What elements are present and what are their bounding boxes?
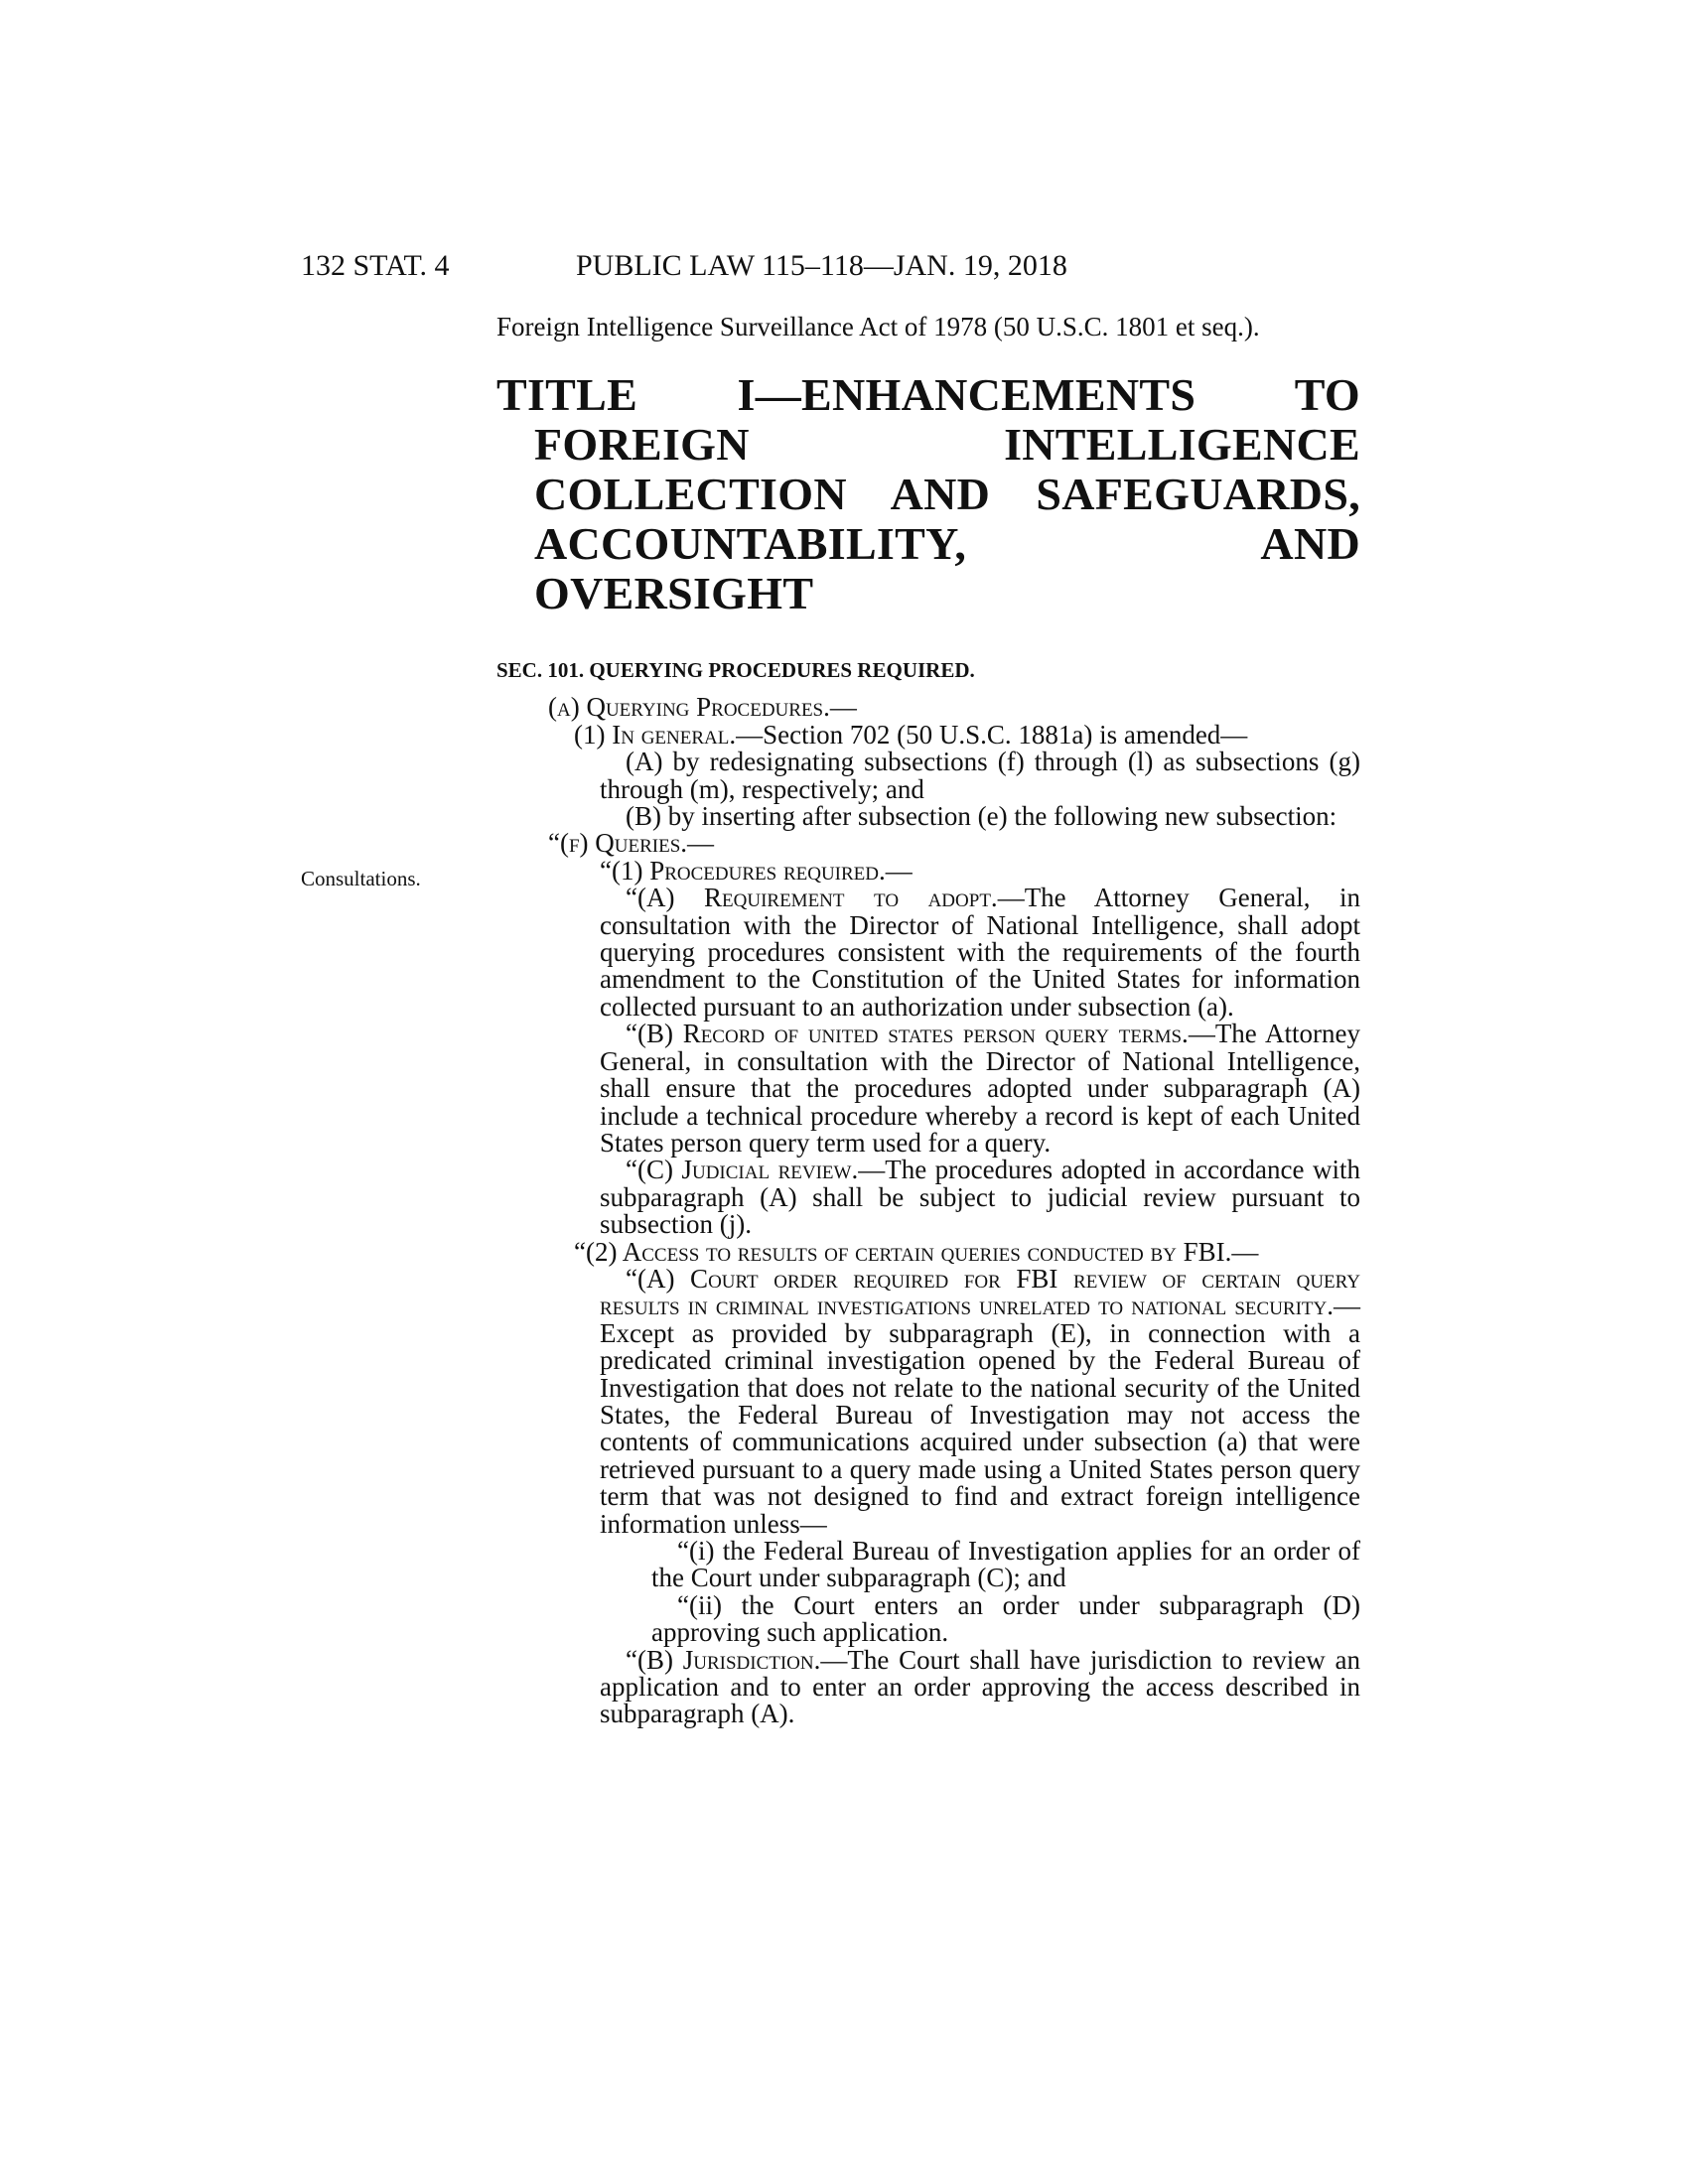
subparagraph-a1-B: (B) by inserting after subsection (e) the following new subsection:	[626, 801, 1337, 832]
running-header: PUBLIC LAW 115–118—JAN. 19, 2018	[576, 249, 1067, 282]
clause-f2-A-ii: “(ii) the Court enters an order under subparagraph (D) approving such application.	[651, 1589, 1360, 1648]
subparagraph-f1-C: “(C) Judicial review.—The procedures adopted in accordance with subparagraph (A) shall be subject to judicial review pursuant to subsection (j).	[600, 1155, 1360, 1240]
subsection-f-heading: “(f) Queries.—	[548, 828, 715, 859]
statute-page-number: 132 STAT. 4	[301, 249, 450, 282]
subparagraph-a1-A: (A) by redesignating subsections (f) through (l) as subsections (g) through (m), respectively; and	[600, 747, 1360, 804]
paragraph-f2-heading: “(2) Access to results of certain queries conducted by FBI.—	[574, 1236, 1259, 1267]
title-heading: TITLE I—ENHANCEMENTS TO FOREIGN INTELLIGENCE COLLECTION AND SAFEGUARDS, ACCOUNTABILITY, AND OVERSIGHT	[496, 369, 1360, 619]
subsection-a-heading: (a) Querying Procedures.—	[548, 692, 857, 723]
subparagraph-f1-A: “(A) Requirement to adopt.—The Attorney General, in consultation with the Director of National Intelligence, shall adopt querying procedures consistent with the requirements of the fourth amendment to the Constitution of the United States for information collected pursuant to an authorization under subsection (a).	[600, 883, 1360, 1022]
paragraph-a1: (1) In general.—Section 702 (50 U.S.C. 1881a) is amended—	[574, 719, 1248, 750]
intro-paragraph: Foreign Intelligence Surveillance Act of 1978 (50 U.S.C. 1801 et seq.).	[496, 312, 1260, 341]
section-heading: SEC. 101. QUERYING PROCEDURES REQUIRED.	[496, 658, 975, 683]
margin-note: Consultations.	[301, 867, 421, 890]
subparagraph-f2-B: “(B) Jurisdiction.—The Court shall have jurisdiction to review an application and to enter an order approving the access described in subparagraph (A).	[600, 1644, 1360, 1729]
paragraph-f1-heading: “(1) Procedures required.—	[600, 855, 913, 886]
subparagraph-f1-B: “(B) Record of united states person query terms.—The Attorney General, in consultation with the Director of National Intelligence, shall ensure that the procedures adopted under subparagraph (A) include a technical procedure whereby a record is kept of each United States person query term used for a query.	[600, 1019, 1360, 1158]
text-column	[496, 314, 1360, 1728]
subparagraph-f2-A: “(A) Court order required for FBI review of certain query results in criminal investigations unrelated to national security.—Except as provided by subparagraph (E), in connection with a predicated criminal investigation opened by the Federal Bureau of Investigation that does not relate to the national security of the United States, the Federal Bureau of Investigation may not access the contents of communications acquired under subsection (a) that were retrieved pursuant to a query made using a United States person query term that was not designed to find and extract foreign intelligence information unless—	[600, 1263, 1360, 1539]
clause-f2-A-i: “(i) the Federal Bureau of Investigation applies for an order of the Court under subparagraph (C); and	[651, 1536, 1360, 1593]
